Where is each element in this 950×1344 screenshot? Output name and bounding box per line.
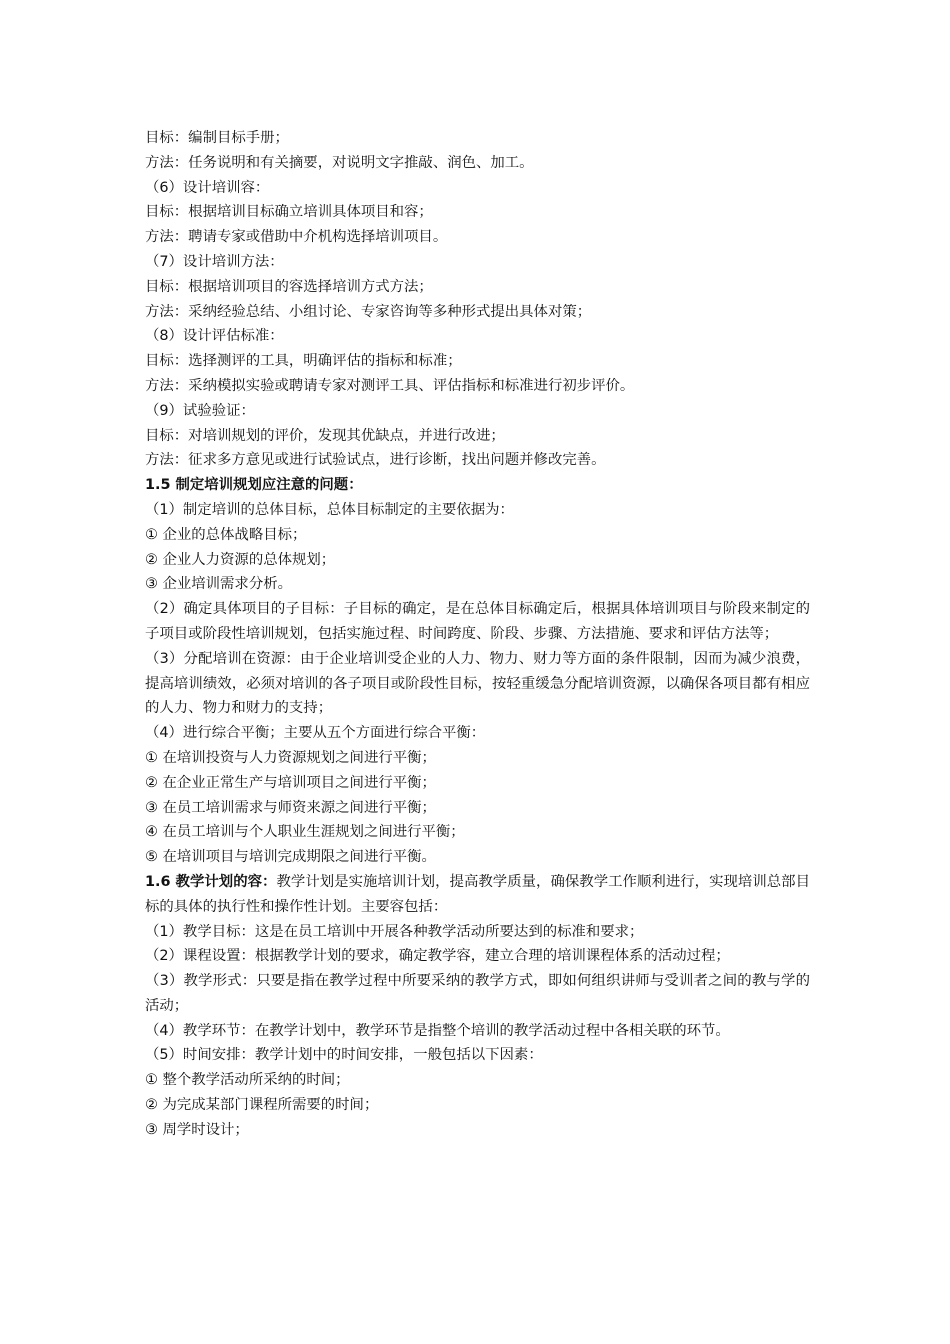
text-line: 方法：任务说明和有关摘要，对说明文字推敲、润色、加工。 bbox=[145, 154, 534, 171]
text-line: 目标：对培训规划的评价，发现其优缺点，并进行改进； bbox=[145, 427, 505, 444]
list-item: ② 企业人力资源的总体规划； bbox=[145, 551, 336, 568]
text-line: （7）设计培训方法： bbox=[145, 253, 284, 270]
paragraph: （3）分配培训在资源：由于企业培训受企业的人力、物力、财力等方面的条件限制，因而为减少浪费，提高培训绩效，必须对培训的各子项目或阶段性目标，按轻重缓急分配培训资源，以确保各项目都有相应的人力、物力和财力的支持； bbox=[145, 650, 810, 717]
paragraph: （4）教学环节：在教学计划中，教学环节是指整个培训的教学活动过程中各相关联的环节。 bbox=[145, 1022, 730, 1039]
text-line: 目标：根据培训项目的容选择培训方式方法； bbox=[145, 278, 433, 295]
text-line: 目标：根据培训目标确立培训具体项目和容； bbox=[145, 204, 433, 221]
text-line: （6）设计培训容： bbox=[145, 179, 270, 196]
list-item: ① 企业的总体战略目标； bbox=[145, 526, 307, 543]
text-line: 目标：编制目标手册； bbox=[145, 130, 289, 146]
list-item: ④ 在员工培训与个人职业生涯规划之间进行平衡； bbox=[145, 824, 465, 841]
section-paragraph bbox=[145, 870, 810, 920]
text-line: 方法：采纳模拟实验或聘请专家对测评工具、评估指标和标准进行初步评价。 bbox=[145, 377, 635, 394]
paragraph: （2）确定具体项目的子目标：子目标的确定，是在总体目标确定后，根据具体培训项目与阶段来制定的子项目或阶段性培训规划，包括实施过程、时间跨度、阶段、步骤、方法措施、要求和评估方法等； bbox=[145, 601, 810, 642]
section-heading: 1.6 教学计划的容： bbox=[145, 873, 277, 890]
paragraph: （1）制定培训的总体目标，总体目标制定的主要依据为： bbox=[145, 501, 514, 518]
text-line: 方法：聘请专家或借助中介机构选择培训项目。 bbox=[145, 229, 448, 246]
text-line: 目标：选择测评的工具，明确评估的指标和标准； bbox=[145, 353, 462, 370]
paragraph: （4）进行综合平衡；主要从五个方面进行综合平衡： bbox=[145, 725, 486, 742]
list-item: ② 为完成某部门课程所需要的时间； bbox=[145, 1097, 379, 1114]
list-item: ① 在培训投资与人力资源规划之间进行平衡； bbox=[145, 749, 436, 766]
paragraph: （3）教学形式：只要是指在教学过程中所要采纳的教学方式，即如何组织讲师与受训者之间的教与学的活动； bbox=[145, 973, 810, 1014]
document-page bbox=[145, 126, 810, 1143]
list-item: ③ 企业培训需求分析。 bbox=[145, 576, 292, 593]
list-item: ③ 周学时设计； bbox=[145, 1121, 249, 1138]
text-line: 方法：采纳经验总结、小组讨论、专家咨询等多种形式提出具体对策； bbox=[145, 303, 592, 320]
paragraph: （1）教学目标：这是在员工培训中开展各种教学活动所要达到的标准和要求； bbox=[145, 923, 644, 940]
paragraph: （5）时间安排：教学计划中的时间安排，一般包括以下因素： bbox=[145, 1047, 543, 1064]
text-line: 方法：征求多方意见或进行试验试点，进行诊断，找出问题并修改完善。 bbox=[145, 452, 606, 469]
text-line: （9）试验验证： bbox=[145, 402, 255, 419]
section-heading: 1.5 制定培训规划应注意的问题： bbox=[145, 477, 363, 494]
list-item: ③ 在员工培训需求与师资来源之间进行平衡； bbox=[145, 799, 436, 816]
paragraph: （2）课程设置：根据教学计划的要求，确定教学容，建立合理的培训课程体系的活动过程； bbox=[145, 948, 730, 965]
section-intro: 教学计划是实施培训计划，提高教学质量，确保教学工作顺利进行，实现培训总部目标的具体的执行性和操作性计划。主要容包括： bbox=[145, 873, 810, 915]
list-item: ② 在企业正常生产与培训项目之间进行平衡； bbox=[145, 774, 436, 791]
list-item: ⑤ 在培训项目与培训完成期限之间进行平衡。 bbox=[145, 849, 436, 866]
list-item: ① 整个教学活动所采纳的时间； bbox=[145, 1072, 350, 1089]
text-line: （8）设计评估标准： bbox=[145, 328, 284, 345]
